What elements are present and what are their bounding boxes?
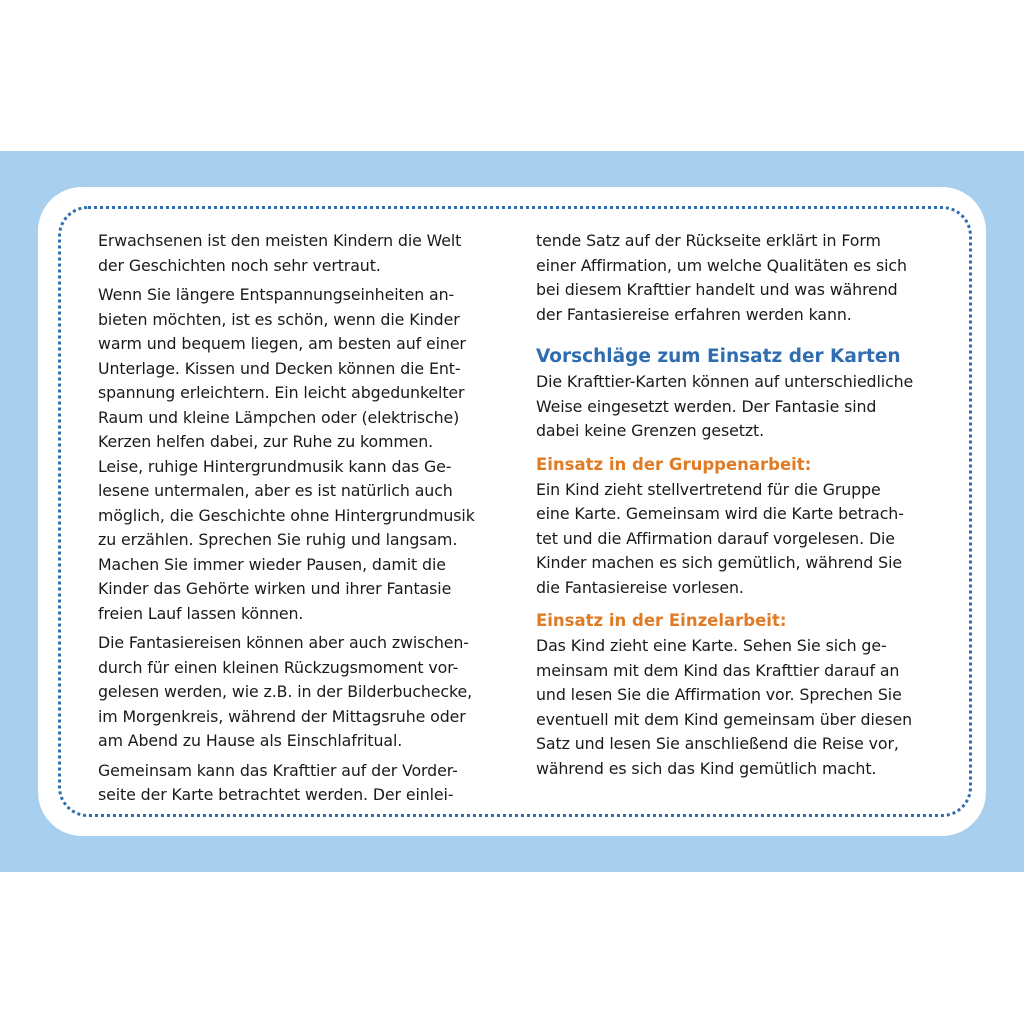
right-paragraph-1: tende Satz auf der Rückseite erklärt in Form einer Affirmation, um welche Qualitäten es sich bei diesem Krafttier handelt und was während der Fantasiereise erfahren werden kann.	[536, 231, 907, 324]
subheading-group-work: Einsatz in der Gruppenarbeit:	[536, 454, 812, 474]
right-column	[536, 229, 936, 781]
right-paragraph-3: Ein Kind zieht stellvertretend für die Gruppe eine Karte. Gemeinsam wird die Karte betrach- tet und die Affirmation darauf vorgelesen. Die Kinder machen es sich gemütlich, während Sie die Fantasiereise vorlesen.	[536, 479, 904, 597]
left-paragraph-2: Wenn Sie längere Entspannungseinheiten an- bieten möchten, ist es schön, wenn die Kinder warm und bequem liegen, am besten auf einer Unterlage. Kissen und Decken können die Ent- spannung erleichtern. Ein leicht abgedunkelter Raum und kleine Lämpchen oder (elektrische) Kerzen helfen dabei, zur Ruhe zu kommen. Leise, ruhige Hintergrundmusik kann das Ge- lesene untermalen, aber es ist natürlich auch möglich, die Geschichte ohne Hintergrundmusik zu erzählen. Sprechen Sie ruhig und langsam. Machen Sie immer wieder Pausen, damit die Kinder das Gehörte wirken und ihrer Fantasie freien Lauf lassen können.	[98, 285, 475, 623]
left-paragraph-1: Erwachsenen ist den meisten Kindern die Welt der Geschichten noch sehr vertraut.	[98, 231, 462, 275]
left-paragraph-4: Gemeinsam kann das Krafttier auf der Vorder- seite der Karte betrachtet werden. Der einlei-	[98, 760, 458, 804]
section-heading: Vorschläge zum Einsatz der Karten	[536, 346, 901, 367]
right-paragraph-4: Das Kind zieht eine Karte. Sehen Sie sich ge- meinsam mit dem Kind das Krafttier darauf an und lesen Sie die Affirmation vor. Sprechen Sie eventuell mit dem Kind gemeinsam über diesen Satz und lesen Sie anschließend die Reise vor, während es sich das Kind gemütlich macht.	[536, 636, 913, 778]
right-paragraph-2: Die Krafttier-Karten können auf unterschiedliche Weise eingesetzt werden. Der Fantasie sind dabei keine Grenzen gesetzt.	[536, 372, 914, 440]
left-paragraph-3: Die Fantasiereisen können aber auch zwischen- durch für einen kleinen Rückzugsmoment vor- gelesen werden, wie z.B. in der Bilderbuchecke, im Morgenkreis, während der Mittagsruhe oder am Abend zu Hause als Einschlafritual.	[98, 633, 473, 750]
subheading-individual-work: Einsatz in der Einzelarbeit:	[536, 611, 787, 630]
left-column	[98, 229, 498, 808]
